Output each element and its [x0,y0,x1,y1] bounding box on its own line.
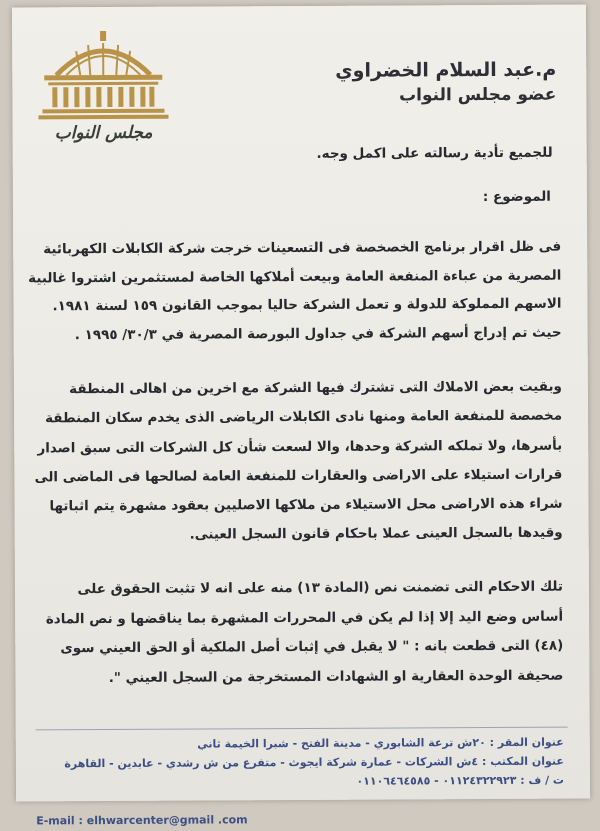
paragraph-1 [28,233,562,350]
paragraph-line: وقيدها بالسجل العينى عملا باحكام قانون السجل العينى. [35,519,563,551]
paragraph-line: مخصصة للمنفعة العامة ومنها نادى الكابلات الرياضى الذى يخدم سكان المنطقة [34,402,562,434]
logo-caption: مجلس النواب [29,123,179,144]
email-address: E-mail : elhwarcenter@gmail .com [36,810,248,830]
sender-block [256,57,556,109]
paragraph-line: قرارات استيلاء على الاراضى والعقارات للمنفعة العامة لصالحها فى الماضى الى [35,461,563,493]
greeting-line: للجميع تأدية رسالته على اكمل وجه. [316,145,552,162]
parliament-dome-icon [36,29,170,122]
parliament-logo [28,29,179,150]
phone-numbers: ت / ف : ٠١١٢٤٣٢٢٩٢٣ - ٠١١٠٦٤٦٤٥٨٥ [36,771,564,793]
paragraph-line: أساس وضع اليد إلا إذا لم يكن في المحررات المشهرة بما يناقضها و نص المادة [46,602,563,634]
paragraph-line: فى ظل اقرار برنامج الخصخصة فى التسعينات خرجت شركة الكابلات الكهربائية [28,233,561,264]
paragraph-line: بأسرها، ولا تملكه الشركة وحدها، والا لسعت شأن كل الشركات التى سبق اصدار [34,431,562,463]
paragraph-line: شراء هذه الاراضى محل الاستيلاء من ملاكها الاصليين بعقود مشهرة يتم اثباتها [35,490,563,522]
paragraph-line: صحيفة الوحدة العقارية او الشهادات المستخرجة من السجل العيني ". [46,661,563,693]
sender-title: عضو مجلس النواب [256,83,556,109]
paragraph-line: تلك الاحكام التى تضمنت نص (المادة ١٣) منه على انه لا تثبت الحقوق على [46,573,563,605]
paragraph-line: (٤٨) التى قطعت بانه : " لا يقبل في إثبات أصل الملكية أو الحق العيني سوى [46,632,563,664]
letterhead-footer [36,733,564,793]
paragraph-2 [34,373,563,552]
paragraph-3 [46,573,564,694]
paragraph-line: وبقيت بعض الاملاك التى تشترك فيها الشركة مع اخرين من اهالى المنطقة [34,373,562,405]
subject-label: الموضوع : [483,189,551,205]
office-address: عنوان المكتب : ٤ش الشركات - عمارة شركة ايجوث - متفرع من ش رشدي - عابدين - القاهرة [36,752,564,774]
hq-address: عنوان المقر : ٢٠ش ترعة الشابوري - مدينة الفتح - شبرا الخيمة ثاني [36,733,564,755]
paragraph-line: المصرية من عباءة المنفعة العامة وبيعت أملاكها الخاصة لمستثمرين اشتروا غالبية [28,261,561,292]
letter-page [12,5,590,802]
sender-name: م.عبد السلام الخضراوي [256,57,556,85]
footer-divider [36,727,568,731]
paragraph-line: الاسهم المملوكة للدولة و تعمل الشركة حاليا بموجب القانون ١٥٩ لسنة ١٩٨١. [28,290,561,321]
paragraph-line: حيث تم إدراج أسهم الشركة في جداول البورصة المصرية في ٣٠/٣/ ١٩٩٥ . [28,318,561,349]
